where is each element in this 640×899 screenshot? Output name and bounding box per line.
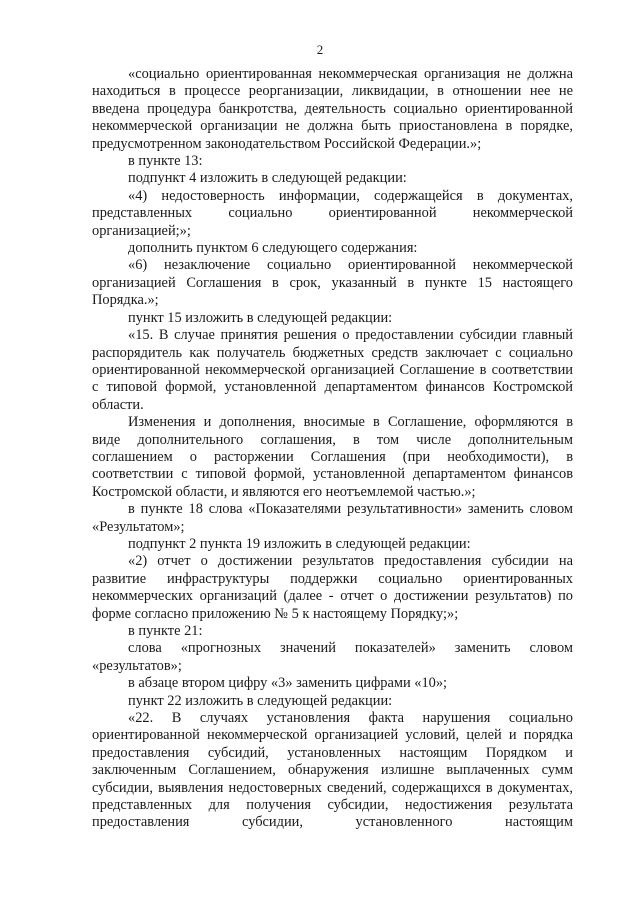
paragraph: в пункте 18 слова «Показателями результативности» заменить словом «Результатом»;	[92, 501, 573, 535]
paragraph: в пункте 13:	[128, 153, 203, 170]
paragraph: пункт 15 изложить в следующей редакции:	[128, 309, 393, 326]
paragraph: Изменения и дополнения, вносимые в Соглашение, оформляются в виде дополнительного соглашения, в том числе дополнительным соглашением о расторжении Соглашения (при необходимости), в соответствии с типовой формой, установленной департаментом финансов Костромской области, и являются его неотъемлемой частью.»;	[92, 414, 573, 500]
paragraph: «2) отчет о достижении результатов предоставления субсидии на развитие инфраструктуры поддержки социально ориентированных некоммерческих организаций (далее - отчет о достижении результатов) по форме согласно приложению № 5 к настоящему Порядку;»;	[92, 553, 573, 622]
paragraph: в абзаце втором цифру «3» заменить цифрами «10»;	[128, 675, 448, 692]
paragraph: «22. В случаях установления факта нарушения социально ориентированной некоммерческой организацией условий, целей и порядка предоставления субсидий, установленных настоящим Порядком и заключенным Соглашением, обнаружения излишне выплаченных сумм субсидии, выявления недостоверных сведений, содержащихся в документах, представленных для получения субсидии, недостижения результата предоставления субсидии, установленного настоящим	[92, 710, 573, 831]
paragraph: «социально ориентированная некоммерческая организация не должна находиться в процессе реорганизации, ликвидации, в отношении нее не введена процедура банкротства, деятельность социально ориентированной некоммерческой организации не должна быть приостановлена в порядке, предусмотренном законодательством Российской Федерации.»;	[92, 66, 573, 152]
paragraph: «6) незаключение социально ориентированной некоммерческой организацией Соглашения в срок, указанный в пункте 15 настоящего Порядка.»;	[92, 257, 573, 309]
paragraph: в пункте 21:	[128, 623, 203, 639]
paragraph: «4) недостоверность информации, содержащейся в документах, представленных социально ориентированной некоммерческой организацией;»;	[92, 187, 573, 239]
paragraph: дополнить пунктом 6 следующего содержания:	[128, 240, 418, 257]
paragraph: подпункт 4 изложить в следующей редакции:	[128, 170, 407, 187]
paragraph: подпункт 2 пункта 19 изложить в следующей редакции:	[128, 535, 471, 552]
paragraph: пункт 22 изложить в следующей редакции:	[128, 692, 393, 709]
page-number: 2	[316, 42, 324, 57]
document-body	[92, 66, 573, 832]
paragraph: «15. В случае принятия решения о предоставлении субсидии главный распорядитель как получатель бюджетных средств заключает с социально ориентированной некоммерческой организацией Соглашение в соответствии с типовой формой, установленной департаментом финансов Костромской области.	[92, 327, 573, 413]
paragraph: слова «прогнозных значений показателей» заменить словом «результатов»;	[92, 640, 573, 674]
